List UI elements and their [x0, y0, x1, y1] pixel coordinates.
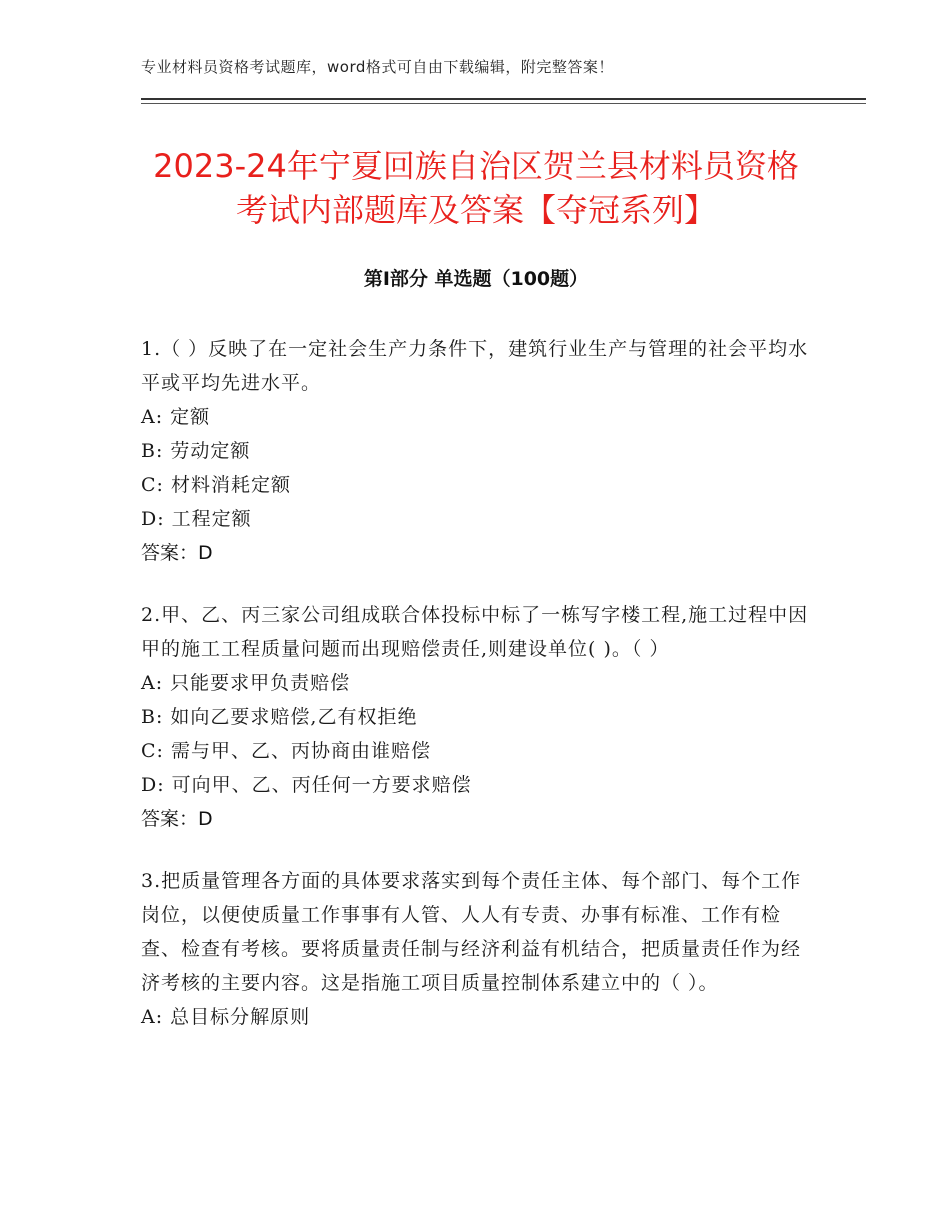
question-1	[141, 332, 811, 570]
option-b: B: 如向乙要求赔偿,乙有权拒绝	[141, 706, 418, 728]
question-text: 3.把质量管理各方面的具体要求落实到每个责任主体、每个部门、每个工作岗位，以便使质量工作事事有人管、人人有专责、办事有标准、工作有检查、检查有考核。要将质量责任制与经济利益有机结合，把质量责任作为经济考核的主要内容。这是指施工项目质量控制体系建立中的（ ）。	[141, 870, 802, 994]
option-a: A: 总目标分解原则	[141, 1006, 311, 1028]
question-text: 1.（ ）反映了在一定社会生产力条件下，建筑行业生产与管理的社会平均水平或平均先进水平。	[141, 338, 809, 394]
answer: 答案：D	[141, 808, 213, 830]
question-2	[141, 598, 811, 836]
option-d: D: 工程定额	[141, 508, 252, 530]
option-b: B: 劳动定额	[141, 440, 251, 462]
option-d: D: 可向甲、乙、丙任何一方要求赔偿	[141, 774, 472, 796]
section-heading: 第Ⅰ部分 单选题（100题）	[363, 268, 589, 290]
question-list	[141, 332, 811, 1062]
answer: 答案：D	[141, 542, 213, 564]
option-a: A: 只能要求甲负责赔偿	[141, 672, 351, 694]
option-c: C: 需与甲、乙、丙协商由谁赔偿	[141, 740, 431, 762]
document-title: 2023-24年宁夏回族自治区贺兰县材料员资格考试内部题库及答案【夺冠系列】	[153, 147, 799, 229]
question-text: 2.甲、乙、丙三家公司组成联合体投标中标了一栋写字楼工程,施工过程中因甲的施工工程质量问题而出现赔偿责任,则建设单位( )。（ ）	[141, 604, 809, 660]
question-3	[141, 864, 811, 1034]
option-c: C: 材料消耗定额	[141, 474, 291, 496]
header-note: 专业材料员资格考试题库，word格式可自由下载编辑，附完整答案！	[141, 58, 614, 76]
option-a: A: 定额	[141, 406, 211, 428]
header-rule-thin	[141, 103, 866, 104]
header-rule	[141, 98, 866, 100]
